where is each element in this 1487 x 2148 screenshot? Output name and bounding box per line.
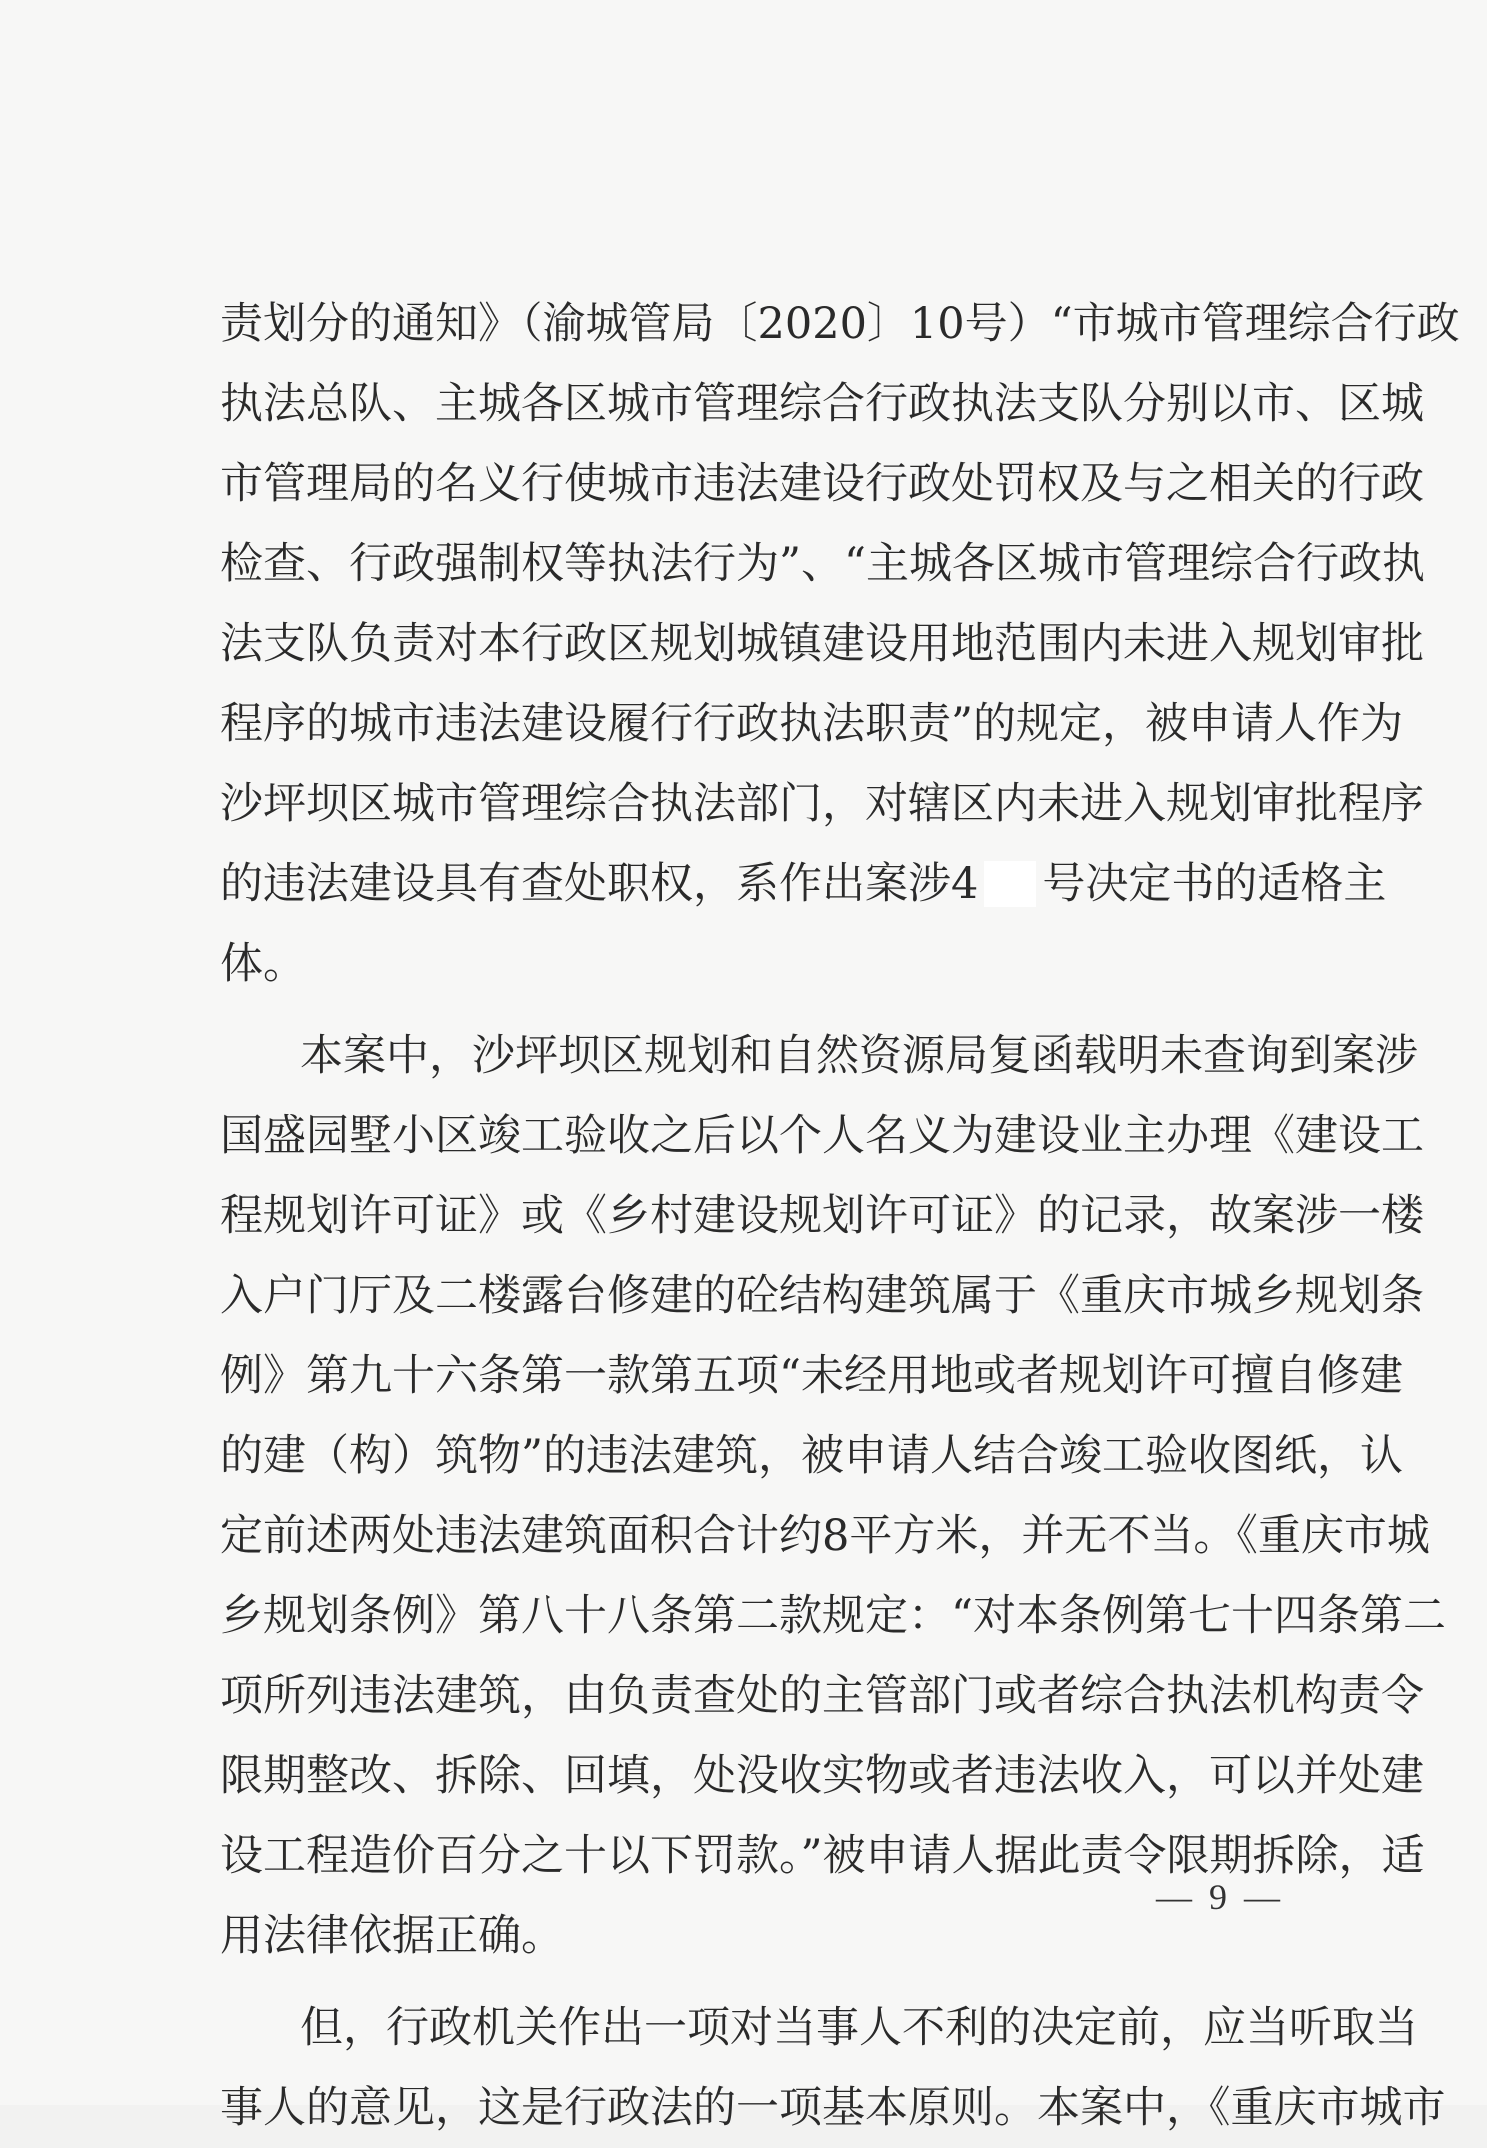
text-line: 执法总队、主城各区城市管理综合行政执法支队分别以市、区城 <box>220 379 1424 429</box>
text-line: 事人的意见，这是行政法的一项基本原则。本案中，《重庆市城市 <box>220 2083 1446 2133</box>
text-line: 但，行政机关作出一项对当事人不利的决定前，应当听取当 <box>300 2003 1418 2053</box>
text-line-with-redaction <box>220 844 1387 924</box>
text-line: 的建（构）筑物”的违法建筑，被申请人结合竣工验收图纸，认 <box>220 1431 1403 1481</box>
text-line: 法支队负责对本行政区规划城镇建设用地范围内未进入规划审批 <box>220 619 1424 669</box>
body-text <box>220 284 1460 2148</box>
text-line: 入户门厅及二楼露台修建的砼结构建筑属于《重庆市城乡规划条 <box>220 1271 1424 1321</box>
text-line: 责划分的通知》（渝城管局〔2020〕10号）“市城市管理综合行政 <box>220 299 1460 349</box>
text-line: 设工程造价百分之十以下罚款。”被申请人据此责令限期拆除，适 <box>220 1831 1425 1881</box>
text-line: 沙坪坝区城市管理综合执法部门，对辖区内未进入规划审批程序 <box>220 779 1424 829</box>
text-line: 例》第九十六条第一款第五项“未经用地或者规划许可擅自修建 <box>220 1351 1403 1401</box>
text-line: 市管理局的名义行使城市违法建设行政处罚权及与之相关的行政 <box>220 459 1424 509</box>
text-line: 定前述两处违法建筑面积合计约8平方米，并无不当。《重庆市城 <box>220 1511 1430 1561</box>
text-line: 检查、行政强制权等执法行为”、“主城各区城市管理综合行政执 <box>220 539 1425 589</box>
redaction-box <box>984 861 1036 907</box>
paragraph-3 <box>220 1988 1446 2148</box>
page-number: — 9 — <box>1156 1877 1284 1917</box>
text-line: 本案中，沙坪坝区规划和自然资源局复函载明未查询到案涉 <box>300 1031 1418 1081</box>
text-line: 体。 <box>220 939 306 989</box>
text-line: 用法律依据正确。 <box>220 1911 564 1961</box>
redacted-line-before: 的违法建设具有查处职权，系作出案涉4 <box>220 859 979 909</box>
redacted-line-after: 号决定书的适格主 <box>1042 859 1387 909</box>
text-line: 国盛园墅小区竣工验收之后以个人名义为建设业主办理《建设工 <box>220 1111 1424 1161</box>
text-line: 程序的城市违法建设履行行政执法职责”的规定，被申请人作为 <box>220 699 1403 749</box>
text-line: 项所列违法建筑，由负责查处的主管部门或者综合执法机构责令 <box>220 1671 1424 1721</box>
text-line: 乡规划条例》第八十八条第二款规定：“对本条例第七十四条第二 <box>220 1591 1446 1641</box>
paragraph-2 <box>220 1016 1446 1976</box>
paragraph-1 <box>220 284 1460 1004</box>
text-line: 限期整改、拆除、回填，处没收实物或者违法收入，可以并处建 <box>220 1751 1424 1801</box>
text-line: 程规划许可证》或《乡村建设规划许可证》的记录，故案涉一楼 <box>220 1191 1424 1241</box>
